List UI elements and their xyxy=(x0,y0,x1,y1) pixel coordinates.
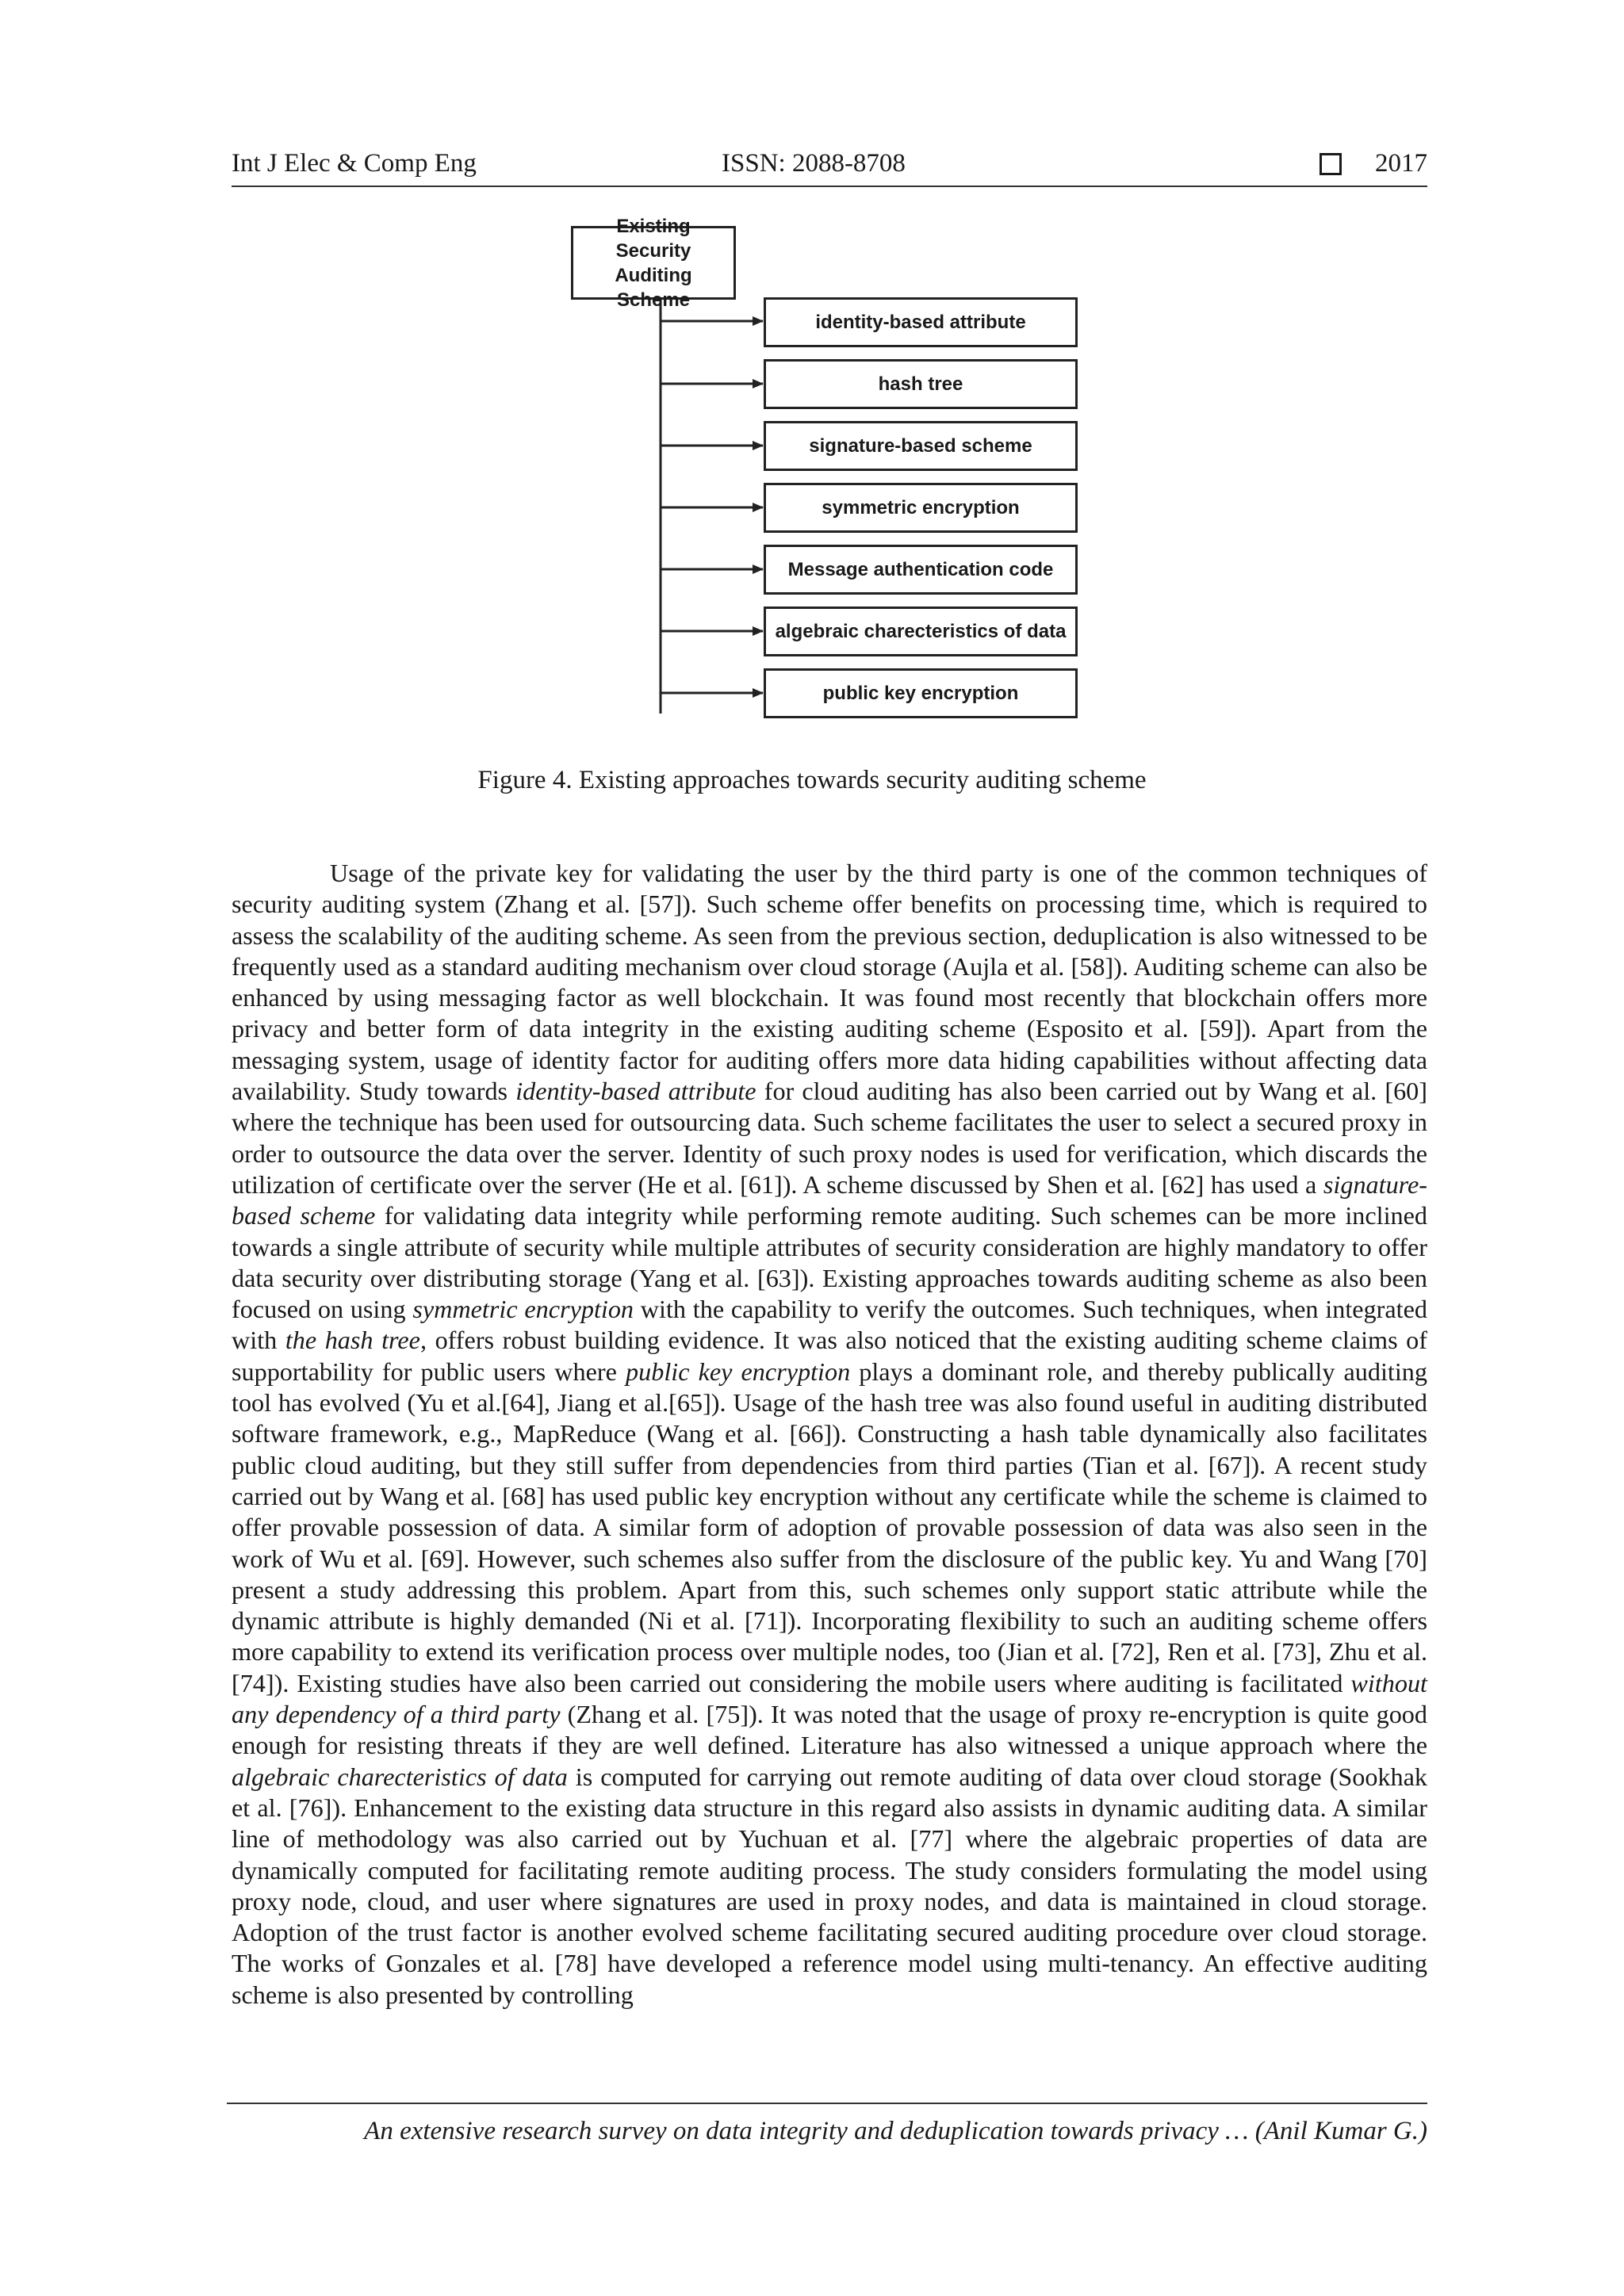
footer-title: An extensive research survey on data integrity and deduplication towards privacy … (Anil Kumar G.) xyxy=(364,2117,1427,2145)
page-footer xyxy=(227,2103,1427,2146)
approach-node-5: Message authentication code xyxy=(764,545,1078,595)
text-run: with the capability to verify the outcomes. Such techniques, when integrated with xyxy=(232,1295,1427,1355)
emphasis-text: algebraic charecteristics of data xyxy=(232,1762,568,1791)
approach-node-7: public key encryption xyxy=(764,668,1078,718)
text-run: Usage of the private key for validating the user by the third party is one of the common techniques of security auditing system (Zhang et al. [57]). Such scheme offer benefits on processing time, which is required to assess the scalability of the auditing scheme. As seen from the previous section, deduplication is also witnessed to be frequently used as a standard auditing mechanism over cloud storage (Aujla et al. [58]). Auditing scheme can also be enhanced by using messaging factor as well blockchain. It was found most recently that blockchain offers more privacy and better form of data integrity in the existing auditing scheme (Esposito et al. [59]). Apart from the messaging system, usage of identity factor for auditing offers more data hiding capabilities without affecting data availability. Study towards xyxy=(232,859,1427,1106)
text-run: , offers robust building evidence. It was also noticed that the existing auditing scheme claims of supportability for public users where xyxy=(232,1326,1427,1386)
text-run: (Zhang et al. [75]). It was noted that the usage of proxy re-encryption is quite good enough for resisting threats if they are well defined. Literature has also witnessed a unique approach where the xyxy=(232,1700,1427,1760)
body-text xyxy=(232,858,1427,2011)
page-number: 2017 xyxy=(1375,149,1427,178)
approach-node-4: symmetric encryption xyxy=(764,483,1078,533)
emphasis-text: signature-based scheme xyxy=(232,1169,1427,1230)
emphasis-text: the hash tree xyxy=(285,1326,420,1355)
journal-name: Int J Elec & Comp Eng xyxy=(232,149,477,178)
emphasis-text: identity-based attribute xyxy=(515,1077,756,1106)
emphasis-text: without any dependency of a third party xyxy=(232,1668,1427,1729)
text-run: for validating data integrity while performing remote auditing. Such schemes can be more inclined towards a single attribute of security while multiple attributes of security consideration are highly mandatory to offer data security over distributing storage (Yang et al. [63]). Existing approaches towards auditing scheme as also been focused on using xyxy=(232,1201,1427,1324)
text-run: plays a dominant role, and thereby publically auditing tool has evolved (Yu et al.[64], Jiang et al.[65]). Usage of the hash tree was also found useful in auditing distributed software framework, e.g., MapReduce (Wang et al. [66]). Constructing a hash table dynamically also facilitates public cloud auditing, but they still suffer from dependencies from third parties (Tian et al. [67]). A recent study carried out by Wang et al. [68] has used public key encryption without any certificate while the scheme is claimed to offer provable possession of data. A similar form of adoption of provable possession of data was also seen in the work of Wu et al. [69]. However, such schemes also suffer from the disclosure of the public key. Yu and Wang [70] present a study addressing this problem. Apart from this, such schemes only support static attribute while the dynamic attribute is highly demanded (Ni et al. [71]). Incorporating flexibility to such an auditing scheme offers more capability to extend its verification process over multiple nodes, too (Jian et al. [72], Ren et al. [73], Zhu et al. [74]). Existing studies have also been carried out considering the mobile users where auditing is facilitated xyxy=(232,1357,1427,1697)
text-run: for cloud auditing has also been carried out by Wang et al. [60] where the technique has been used for outsourcing data. Such scheme facilitates the user to select a secured proxy in order to outsource the data over the server. Identity of such proxy nodes is used for verification, which discards the utilization of certificate over the server (He et al. [61]). A scheme discussed by Shen et al. [62] has used a xyxy=(232,1077,1427,1199)
approach-node-6: algebraic charecteristics of data xyxy=(764,607,1078,656)
emphasis-text: public key encryption xyxy=(626,1357,851,1386)
root-node: Existing Security Auditing Scheme xyxy=(571,226,736,300)
issn: ISSN: 2088-8708 xyxy=(722,149,906,178)
approach-node-1: identity-based attribute xyxy=(764,297,1078,347)
text-run: is computed for carrying out remote auditing of data over cloud storage (Sookhak et al. [76]). Enhancement to the existing data structure in this regard also assists in dynamic auditing data. A similar line of methodology was also carried out by Yuchuan et al. [77] where the algebraic properties of data are dynamically computed for facilitating remote auditing process. The study considers formulating the model using proxy node, cloud, and user where signatures are used in proxy nodes, and data is maintained in cloud storage. Adoption of the trust factor is another evolved scheme facilitating secured auditing procedure over cloud storage. The works of Gonzales et al. [78] have developed a reference model using multi-tenancy. An effective auditing scheme is also presented by controlling xyxy=(232,1762,1428,2009)
figure-caption: Figure 4. Existing approaches towards security auditing scheme xyxy=(477,766,1147,794)
approach-node-2: hash tree xyxy=(764,359,1078,409)
paragraph xyxy=(232,858,1427,2011)
emphasis-text: symmetric encryption xyxy=(412,1295,634,1324)
approach-node-3: signature-based scheme xyxy=(764,421,1078,471)
figure-4-diagram xyxy=(0,0,1624,745)
